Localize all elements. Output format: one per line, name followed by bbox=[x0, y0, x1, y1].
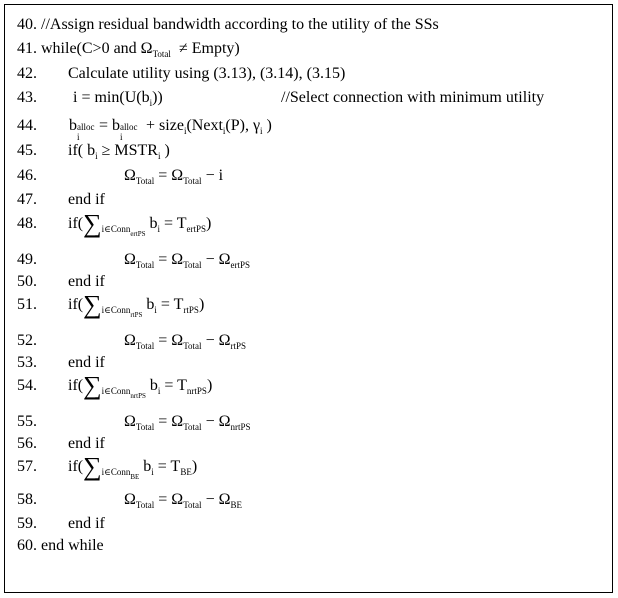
code-part: )) bbox=[152, 89, 163, 106]
subscript: i bbox=[95, 151, 98, 161]
sum-symbol: ∑ bbox=[83, 290, 102, 319]
code-part: (Next bbox=[186, 117, 223, 134]
subscript: Total bbox=[183, 500, 202, 510]
code-part: = T bbox=[164, 377, 187, 394]
line-number: 50. bbox=[17, 273, 37, 290]
code-part: (P), γ bbox=[225, 117, 261, 134]
code-text: end if bbox=[68, 435, 105, 452]
code-part: b bbox=[143, 458, 152, 475]
subscript bbox=[101, 386, 146, 400]
subscript: Total bbox=[183, 176, 202, 186]
code-part: − Ω bbox=[205, 413, 231, 430]
code-part: ) bbox=[191, 458, 198, 475]
line-number: 41. bbox=[17, 40, 37, 57]
subscript: Total bbox=[135, 500, 155, 510]
line-number: 54. bbox=[17, 377, 37, 394]
code-part: ) bbox=[164, 142, 170, 159]
code-part: = T bbox=[160, 296, 184, 313]
code-part: b bbox=[69, 117, 77, 134]
subscript bbox=[101, 305, 143, 319]
code-part: ) bbox=[266, 117, 272, 134]
subscript bbox=[101, 467, 140, 481]
subscript: BE bbox=[130, 473, 140, 481]
omega-symbol: Ω bbox=[140, 40, 153, 57]
code-part: i = min(U(b bbox=[73, 89, 150, 106]
subscript: i bbox=[222, 126, 226, 136]
code-part: b bbox=[146, 296, 155, 313]
subscript: i bbox=[120, 132, 123, 142]
line-number: 48. bbox=[17, 215, 37, 232]
code-part: ) bbox=[206, 215, 212, 232]
code-part: = T bbox=[157, 458, 181, 475]
code-part: b bbox=[149, 377, 158, 394]
sum-symbol: ∑ bbox=[83, 371, 102, 400]
code-text: end if bbox=[68, 191, 105, 208]
code-text: end if bbox=[68, 273, 105, 290]
superscript: alloc bbox=[120, 122, 138, 132]
code-text: Calculate utility using (3.13), (3.14), (3.15) bbox=[68, 65, 346, 82]
code-part: − Ω bbox=[205, 251, 231, 268]
code-part: if( bbox=[68, 215, 84, 232]
superscript: alloc bbox=[77, 122, 95, 132]
code-part: ) bbox=[206, 377, 213, 394]
subscript: i bbox=[151, 467, 154, 477]
sum-symbol: ∑ bbox=[83, 209, 102, 238]
subscript: rtPS bbox=[183, 305, 199, 315]
subscript: i bbox=[157, 386, 161, 396]
subscript: i bbox=[149, 98, 153, 108]
code-text: while(C>0 and bbox=[41, 40, 141, 57]
line-number: 55. bbox=[17, 413, 37, 430]
subscript bbox=[101, 224, 146, 238]
line-60 bbox=[17, 537, 104, 555]
sum-symbol: ∑ bbox=[83, 452, 102, 481]
line-number: 45. bbox=[17, 142, 37, 159]
subscript: nrtPS bbox=[230, 422, 251, 432]
subscript: BE bbox=[180, 467, 192, 477]
code-part: = Ω bbox=[158, 251, 184, 268]
subscript-text: i∈Conn bbox=[101, 467, 131, 477]
subscript: nrtPS bbox=[186, 386, 207, 396]
subscript: rtPS bbox=[230, 341, 246, 351]
code-text bbox=[68, 371, 213, 405]
subscript: Total bbox=[183, 422, 202, 432]
subscript: rtPS bbox=[130, 311, 143, 319]
subscript: i bbox=[260, 126, 263, 136]
line-number: 49. bbox=[17, 251, 37, 268]
code-text bbox=[68, 290, 205, 324]
subscript: i bbox=[157, 224, 161, 234]
code-part: if( bbox=[68, 296, 84, 313]
omega-symbol: Ω bbox=[124, 167, 136, 184]
line-number: 57. bbox=[17, 458, 37, 475]
code-part: + size bbox=[146, 117, 184, 134]
code-part: = b bbox=[99, 117, 121, 134]
subscript: Total bbox=[183, 341, 202, 351]
omega-symbol: Ω bbox=[124, 251, 136, 268]
subscript: Total bbox=[152, 49, 171, 59]
line-number: 42. bbox=[17, 65, 37, 82]
code-text bbox=[124, 167, 223, 190]
subscript: Total bbox=[135, 260, 155, 270]
line-number: 53. bbox=[17, 354, 37, 371]
subscript: Total bbox=[135, 422, 155, 432]
subscript: Total bbox=[135, 176, 155, 186]
line-number: 56. bbox=[17, 435, 37, 452]
subscript: i bbox=[183, 126, 187, 136]
code-part: if( bbox=[68, 458, 84, 475]
subscript-text: i∈Conn bbox=[101, 305, 131, 315]
code-comment: //Select connection with minimum utility bbox=[281, 89, 545, 106]
subscript: ertPS bbox=[130, 230, 146, 238]
subscript: ertPS bbox=[230, 260, 250, 270]
subscript: Total bbox=[135, 341, 155, 351]
code-part: if( bbox=[68, 377, 84, 394]
subscript-text: i∈Conn bbox=[101, 224, 131, 234]
code-text bbox=[69, 117, 272, 140]
code-text bbox=[68, 452, 198, 486]
code-part: b bbox=[149, 215, 158, 232]
line-number: 46. bbox=[17, 167, 37, 184]
code-text bbox=[124, 413, 251, 436]
code-text bbox=[73, 89, 163, 112]
line-60-text: 60. end while bbox=[17, 537, 104, 554]
subscript: i bbox=[77, 132, 80, 142]
subscript-text: i∈Conn bbox=[101, 386, 131, 396]
subscript: i bbox=[157, 151, 161, 161]
subscript: nrtPS bbox=[130, 392, 146, 400]
code-text bbox=[124, 332, 246, 355]
line-number: 59. bbox=[17, 515, 37, 532]
line-number: 52. bbox=[17, 332, 37, 349]
line-40 bbox=[17, 16, 439, 34]
code-part: = T bbox=[164, 215, 187, 232]
code-text bbox=[68, 209, 212, 243]
omega-symbol: Ω bbox=[124, 332, 136, 349]
algorithm-box bbox=[4, 4, 613, 593]
code-part: if( b bbox=[68, 142, 96, 159]
code-text bbox=[68, 142, 170, 165]
line-number: 58. bbox=[17, 491, 37, 508]
code-part: = Ω bbox=[158, 332, 184, 349]
code-text bbox=[124, 251, 250, 274]
code-part: ≥ MSTR bbox=[101, 142, 158, 159]
line-number: 47. bbox=[17, 191, 37, 208]
code-text bbox=[124, 491, 242, 514]
code-part: = Ω bbox=[158, 491, 184, 508]
subscript: BE bbox=[230, 500, 242, 510]
subscript: ertPS bbox=[186, 224, 207, 234]
code-part: = Ω bbox=[158, 167, 184, 184]
line-number: 43. bbox=[17, 89, 37, 106]
code-text: end if bbox=[68, 515, 105, 532]
code-text: end if bbox=[68, 354, 105, 371]
subscript: Total bbox=[183, 260, 202, 270]
omega-symbol: Ω bbox=[124, 491, 136, 508]
line-41 bbox=[17, 40, 240, 63]
code-part: ) bbox=[198, 296, 205, 313]
code-part: = Ω bbox=[158, 413, 184, 430]
line-40-text: 40. //Assign residual bandwidth according to the utility of the SSs bbox=[17, 16, 439, 33]
omega-symbol: Ω bbox=[124, 413, 136, 430]
line-number: 44. bbox=[17, 117, 37, 134]
line-number: 51. bbox=[17, 296, 37, 313]
code-text: ≠ Empty) bbox=[178, 40, 240, 57]
code-part: − i bbox=[205, 167, 224, 184]
code-part: − Ω bbox=[205, 491, 231, 508]
subscript: i bbox=[154, 305, 157, 315]
code-part: − Ω bbox=[205, 332, 231, 349]
